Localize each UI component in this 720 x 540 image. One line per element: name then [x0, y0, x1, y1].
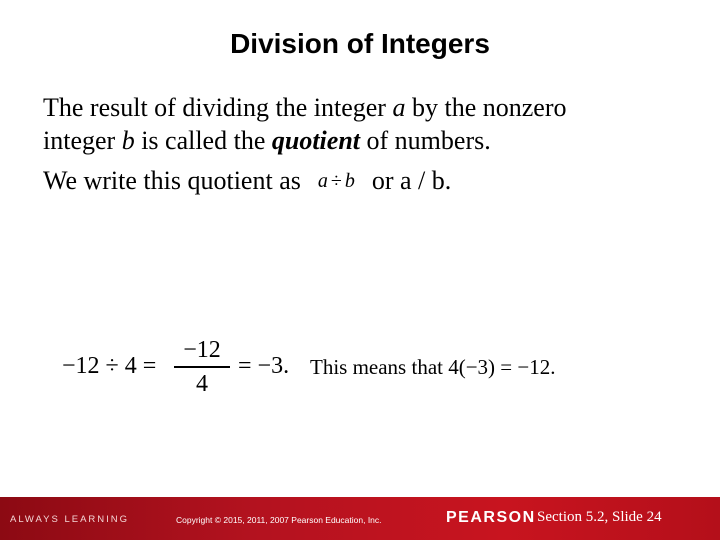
slide-number: Section 5.2, Slide 24 — [537, 509, 662, 525]
paragraph-line-2 — [43, 124, 683, 157]
fraction-bar — [174, 366, 230, 368]
variable-b: b — [121, 126, 135, 155]
text-segment: or a / b. — [365, 166, 452, 195]
fraction-denominator: 4 — [196, 370, 208, 397]
division-sign: ÷ — [330, 170, 342, 192]
variable-a: a — [317, 170, 328, 192]
inline-division-expression — [307, 170, 365, 193]
text-segment: of numbers. — [360, 126, 491, 155]
equation-rhs: = −3. — [238, 353, 290, 379]
variable-b: b — [344, 170, 355, 192]
fraction-numerator: −12 — [183, 337, 221, 363]
text-segment: is called the — [134, 126, 272, 155]
text-segment: integer — [43, 126, 122, 155]
copyright-notice: Copyright © 2015, 2011, 2007 Pearson Education, Inc. — [176, 515, 382, 525]
paragraph-line-1 — [43, 91, 683, 124]
text-segment: We write this quotient as — [43, 166, 308, 195]
pearson-logo: PEARSON — [446, 509, 536, 526]
footer-bar — [0, 497, 720, 540]
always-learning-label: ALWAYS LEARNING — [10, 514, 130, 525]
paragraph-line-3 — [43, 166, 451, 196]
equation-lhs: −12 ÷ 4 = — [62, 353, 157, 379]
fraction — [174, 336, 230, 398]
text-segment: by the nonzero — [405, 93, 567, 122]
example-explanation: This means that 4(−3) = −12. — [310, 355, 556, 379]
quotient-term: quotient — [271, 126, 361, 155]
text-segment: The result of dividing the integer — [43, 93, 393, 122]
definition-paragraph — [43, 91, 683, 157]
variable-a: a — [392, 93, 406, 122]
slide-title: Division of Integers — [230, 28, 490, 59]
